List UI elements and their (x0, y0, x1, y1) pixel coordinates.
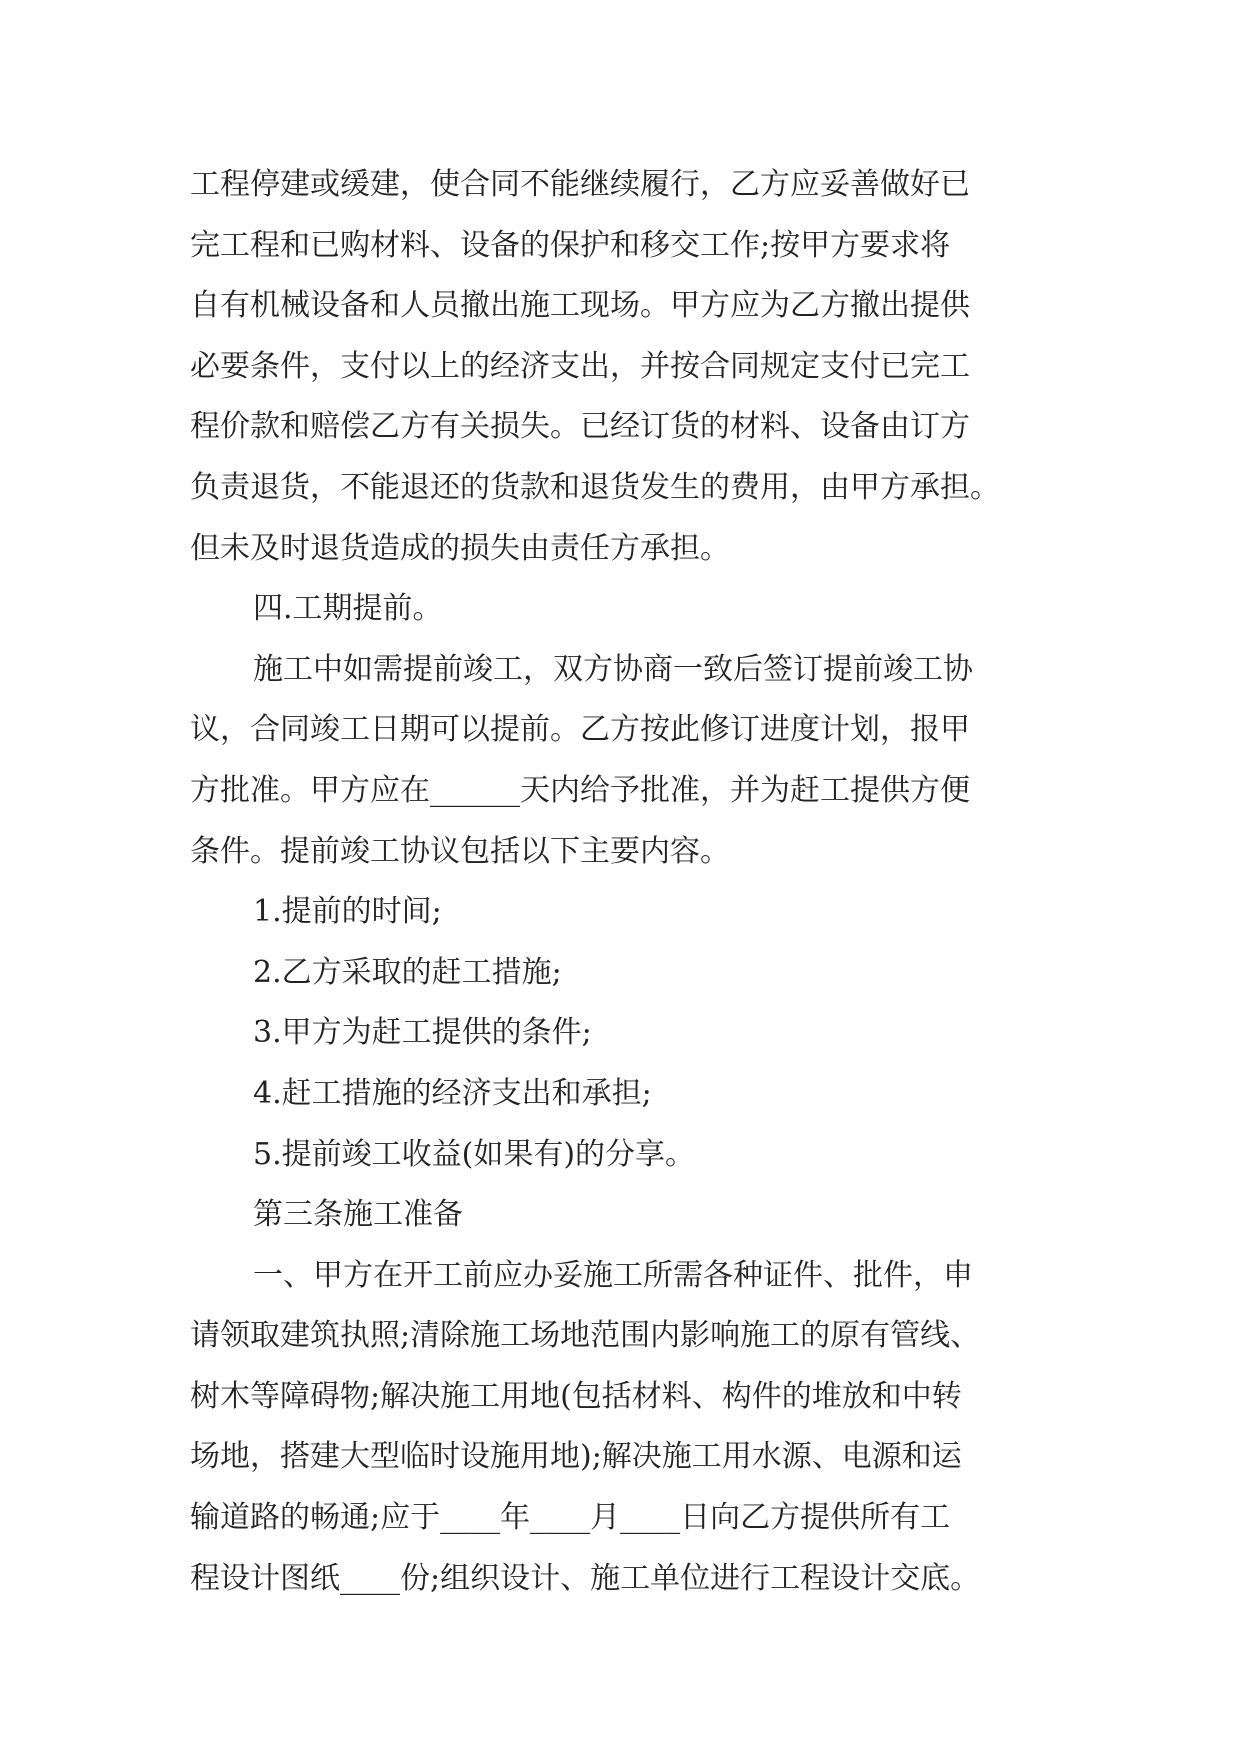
body-text-line: 树木等障碍物;解决施工用地(包括材料、构件的堆放和中转 (190, 1378, 962, 1414)
body-text-line: 请领取建筑执照;清除施工场地范围内影响施工的原有管线、 (190, 1318, 981, 1354)
list-item: 4.赶工措施的经济支出和承担; (253, 1075, 652, 1111)
body-text-line: 程价款和赔偿乙方有关损失。已经订货的材料、设备由订方 (190, 409, 970, 445)
body-text-line: 场地，搭建大型临时设施用地);解决施工用水源、电源和运 (190, 1439, 962, 1475)
list-item: 5.提前竣工收益(如果有)的分享。 (253, 1136, 696, 1172)
body-text-line: 自有机械设备和人员撤出施工现场。甲方应为乙方撤出提供 (190, 288, 970, 324)
body-text-line: 但未及时退货造成的损失由责任方承担。 (190, 530, 730, 566)
list-item: 2.乙方采取的赶工措施; (253, 954, 562, 990)
list-item: 3.甲方为赶工提供的条件; (253, 1015, 592, 1051)
body-text-line: 完工程和已购材料、设备的保护和移交工作;按甲方要求将 (190, 227, 951, 263)
body-text-line: 程设计图纸____份;组织设计、施工单位进行工程设计交底。 (190, 1560, 981, 1596)
body-text-line: 一、甲方在开工前应办妥施工所需各种证件、批件，申 (253, 1257, 973, 1293)
body-text-line: 必要条件，支付以上的经济支出，并按合同规定支付已完工 (190, 348, 970, 384)
body-text-line: 方批准。甲方应在______天内给予批准，并为赶工提供方便 (190, 772, 970, 808)
section-heading: 第三条施工准备 (253, 1197, 463, 1233)
document-body (190, 155, 1050, 1609)
body-text-line: 负责退货，不能退还的货款和退货发生的费用，由甲方承担。 (190, 469, 1000, 505)
body-text-line: 议，合同竣工日期可以提前。乙方按此修订进度计划，报甲 (190, 712, 970, 748)
body-text-line: 条件。提前竣工协议包括以下主要内容。 (190, 833, 730, 869)
body-text-line: 工程停建或缓建，使合同不能继续履行，乙方应妥善做好已 (190, 167, 970, 202)
list-item: 1.提前的时间; (253, 894, 442, 930)
body-text-line: 输道路的畅通;应于____年____月____日向乙方提供所有工 (190, 1500, 951, 1536)
section-heading: 四.工期提前。 (253, 591, 443, 627)
body-text-line: 施工中如需提前竣工，双方协商一致后签订提前竣工协 (253, 651, 973, 687)
